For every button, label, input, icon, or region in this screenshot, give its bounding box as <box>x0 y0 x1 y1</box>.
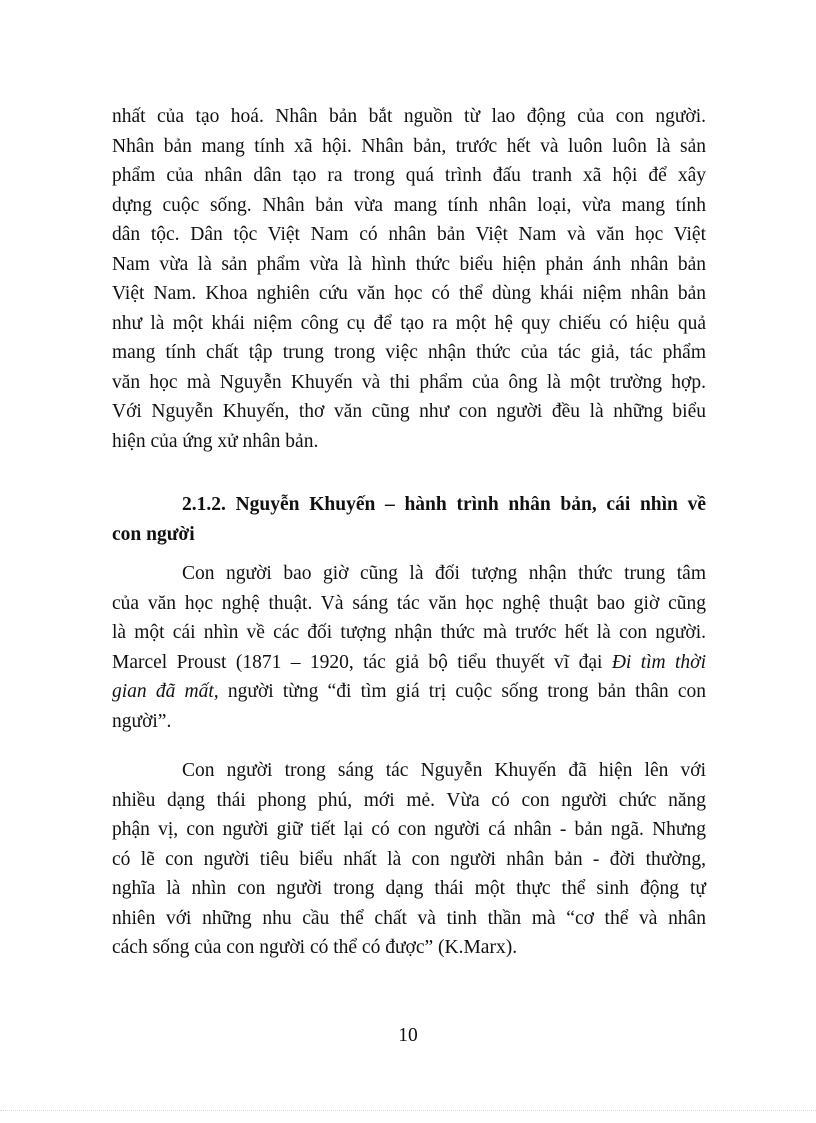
paragraph-1-line: nhất của tạo hoá. Nhân bản bắt nguồn từ lao động của con người. <box>112 106 706 127</box>
paragraph-2-line <box>112 677 706 707</box>
paragraph-2-text: Marcel Proust (1871 – 1920, tác giả bộ tiểu thuyết vĩ đại <box>112 651 612 673</box>
paragraph-3-line: nghĩa là nhìn con người trong dạng thái một thực thể sinh động tự <box>112 878 706 899</box>
paragraph-3-line: cách sống của con người có thể có được” (K.Marx). <box>112 937 518 958</box>
paragraph-2-text: người từng “đi tìm giá trị cuộc sống trong bản thân con <box>218 681 706 702</box>
page-number: 10 <box>398 1025 418 1046</box>
paragraph-1-line: Việt Nam. Khoa nghiên cứu văn học có thể dùng khái niệm nhân bản <box>112 283 706 304</box>
paragraph-1-line: Nhân bản mang tính xã hội. Nhân bản, trước hết và luôn luôn là sản <box>112 135 706 157</box>
paragraph-3-line: Con người trong sáng tác Nguyễn Khuyến đã hiện lên với <box>182 760 706 781</box>
paragraph-2-line: Con người bao giờ cũng là đối tượng nhận thức trung tâm <box>182 563 706 584</box>
paragraph-2-line: người”. <box>112 710 172 732</box>
page-bottom-divider <box>0 1110 816 1111</box>
paragraph-1-line: Nam vừa là sản phẩm vừa là hình thức biểu hiện phản ánh nhân bản <box>112 253 706 275</box>
paragraph-1 <box>112 102 706 456</box>
paragraph-2-line <box>112 648 706 678</box>
paragraph-1-line: dựng cuộc sống. Nhân bản vừa mang tính nhân loại, vừa mang tính <box>112 194 706 216</box>
paragraph-1-line: phẩm của nhân dân tạo ra trong quá trình đấu tranh xã hội để xây <box>112 165 706 186</box>
section-heading-line-1: 2.1.2. Nguyễn Khuyến – hành trình nhân bản, cái nhìn về <box>182 494 706 515</box>
paragraph-3-line: phận vị, con người giữ tiết lại có con người cá nhân - bản ngã. Nhưng <box>112 819 706 840</box>
paragraph-1-line: hiện của ứng xử nhân bản. <box>112 430 319 452</box>
section-heading <box>112 490 706 549</box>
paragraph-3-line: nhiều dạng thái phong phú, mới mẻ. Vừa có con người chức năng <box>112 789 706 811</box>
paragraph-3-line: nhiên với những nhu cầu thể chất và tinh thần mà “cơ thể và nhân <box>112 907 706 929</box>
paragraph-3 <box>112 756 706 963</box>
paragraph-1-line: mang tính chất tập trung trong việc nhận thức của tác giả, tác phẩm <box>112 342 706 363</box>
section-heading-line-2: con người <box>112 523 195 545</box>
paragraph-1-line: Với Nguyễn Khuyến, thơ văn cũng như con người đều là những biểu <box>112 401 706 422</box>
paragraph-1-line: như là một khái niệm công cụ để tạo ra một hệ quy chiếu có hiệu quả <box>112 312 706 334</box>
paragraph-2-line: của văn học nghệ thuật. Và sáng tác văn học nghệ thuật bao giờ cũng <box>112 592 706 614</box>
paragraph-2 <box>112 559 706 736</box>
paragraph-3-line: có lẽ con người tiêu biểu nhất là con người nhân bản - đời thường, <box>112 848 706 870</box>
book-title-italic: Đi tìm thời <box>611 651 706 673</box>
paragraph-1-line: dân tộc. Dân tộc Việt Nam có nhân bản Việt Nam và văn học Việt <box>112 224 706 245</box>
paragraph-2-line: là một cái nhìn về các đối tượng nhận thức mà trước hết là con người. <box>112 622 706 643</box>
paragraph-1-line: văn học mà Nguyễn Khuyến và thi phẩm của ông là một trường hợp. <box>112 371 706 393</box>
book-title-italic: gian đã mất, <box>112 681 219 702</box>
